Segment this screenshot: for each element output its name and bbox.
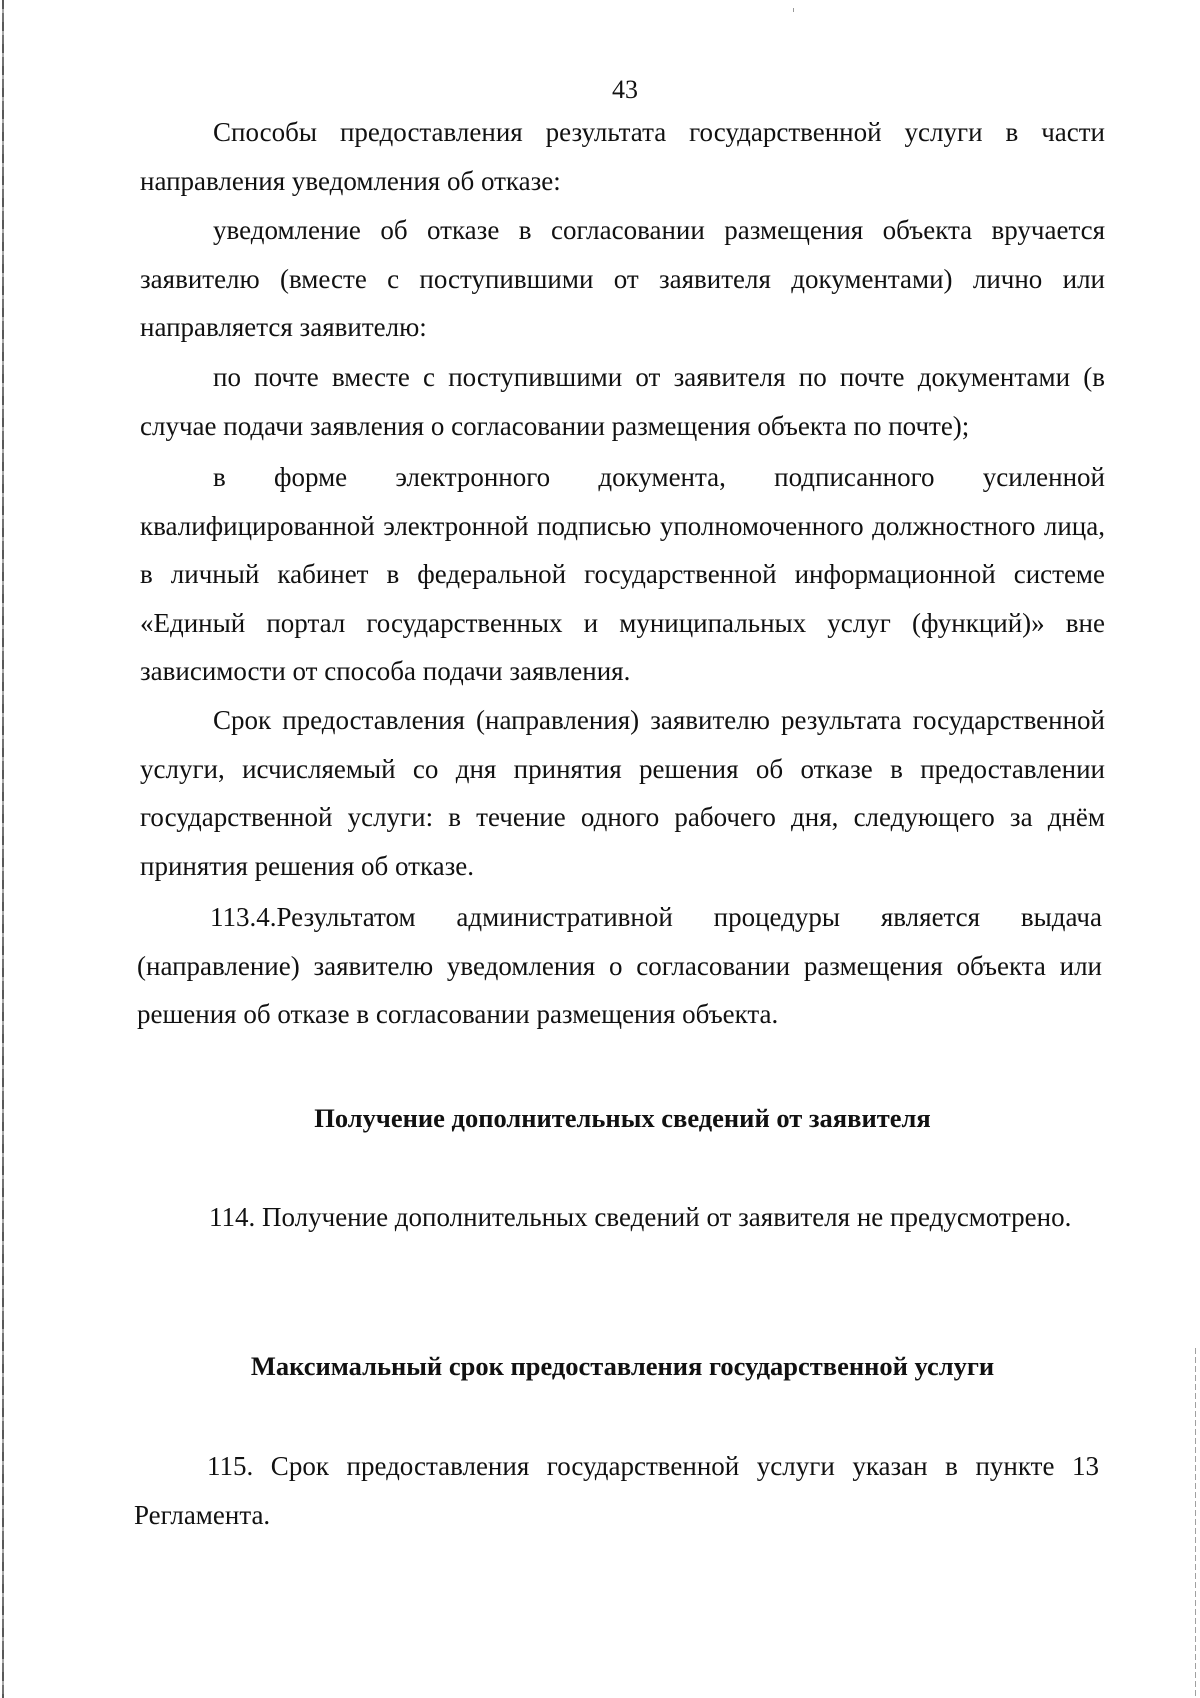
paragraph-electronic-form [140,453,1105,696]
paragraph-text: по почте вместе с поступившими от заявителя по почте документами (в случае подачи заявления о согласовании размещения объекта по почте); [140,362,1105,441]
paragraph-by-post [140,353,1105,450]
paragraph-text: Способы предоставления результата государственной услуги в части направления уведомления об отказе: [140,117,1105,196]
section-heading-additional-info: Получение дополнительных сведений от заявителя [314,1103,931,1133]
scan-edge-right [1195,1348,1196,1698]
paragraph-text: уведомление об отказе в согласовании размещения объекта вручается заявителю (вместе с поступившими от заявителя документами) лично или направляется заявителю: [140,215,1105,343]
section-heading-max-term: Максимальный срок предоставления государственной услуги [250,1351,995,1381]
paragraph-result-methods [140,108,1105,205]
paragraph-refusal-notice [140,206,1105,352]
paragraph-text: 114. Получение дополнительных сведений от заявителя не предусмотрено. [209,1202,1072,1232]
page-number: 43 [612,75,638,104]
paragraph-text: Срок предоставления (направления) заявителю результата государственной услуги, исчисляемый со дня принятия решения об отказе в предоставлении государственной услуги: в течение одного рабочего дня, следующего за днём принятия решения об отказе. [140,705,1105,881]
paragraph-113-4 [137,893,1102,1039]
scan-edge-left [2,0,4,1698]
paragraph-text: 115. Срок предоставления государственной услуги указан в пункте 13 Регламента. [134,1451,1099,1530]
scan-artifact [793,8,794,12]
paragraph-115 [134,1442,1099,1539]
paragraph-text: в форме электронного документа, подписанного усиленной квалифицированной электронной подписью уполномоченного должностного лица, в личный кабинет в федеральной государственной информационной системе «Единый портал государственных и муниципальных услуг (функций)» вне зависимости от способа подачи заявления. [140,462,1105,687]
paragraph-delivery-term [140,696,1105,890]
paragraph-114 [136,1193,1101,1242]
paragraph-text: 113.4.Результатом административной процедуры является выдача (направление) заявителю уведомления о согласовании размещения объекта или решения об отказе в согласовании размещения объекта. [137,902,1102,1030]
